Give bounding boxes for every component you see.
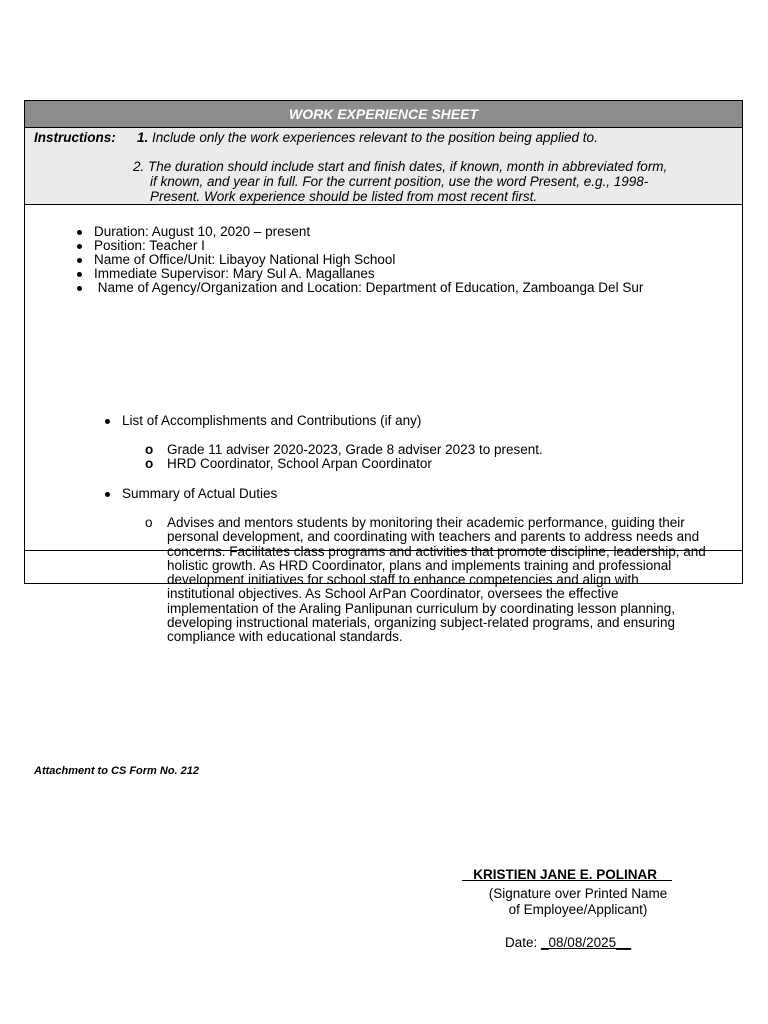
detail-position: Position: Teacher I (75, 239, 643, 253)
experience-entry (25, 205, 742, 645)
experience-details-list (75, 225, 643, 295)
instruction-1-number: 1. (137, 130, 149, 145)
instruction-1-text: Include only the work experiences relevant to the position being applied to. (152, 130, 598, 145)
signature-caption-line-1: (Signature over Printed Name (488, 886, 668, 901)
detail-supervisor: Immediate Supervisor: Mary Sul A. Magallanes (75, 267, 643, 281)
accomplishment-item (145, 443, 543, 457)
bullet-o-icon: o (145, 442, 154, 457)
instruction-2-line-1: 2. The duration should include start and finish dates, if known, month in abbreviated form, (133, 159, 668, 174)
accomplishment-text: HRD Coordinator, School Arpan Coordinator (167, 456, 432, 472)
duties-list (145, 516, 710, 645)
accomplishment-text: Grade 11 adviser 2020-2023, Grade 8 adviser 2023 to present. (167, 442, 543, 457)
work-experience-sheet (24, 100, 743, 645)
signature-date (505, 935, 631, 950)
signature-name: KRISTIEN JANE E. POLINAR (462, 867, 673, 882)
accomplishments-list (145, 443, 543, 472)
detail-agency: Name of Agency/Organization and Location: Department of Education, Zamboanga Del Sur (75, 281, 643, 295)
duty-item (145, 516, 710, 645)
duties-heading: Summary of Actual Duties (103, 487, 277, 501)
instruction-1 (137, 130, 598, 145)
duty-text: Advises and mentors students by monitoring their academic performance, guiding their personal development, and coordinating with teachers and parents to address needs and concerns. Facilitates class programs and activities that promote discipline, leadership, and holistic growth. As HRD Coordinator, plans and implements training and professional development initiatives for school staff to enhance competencies and align with institutional objectives. As School ArPan Coordinator, oversees the effective implementation of the Araling Panlipunan curriculum by coordinating lesson planning, developing instructional materials, organizing subject-related programs, and ensuring compliance with educational standards. (167, 515, 706, 645)
detail-office: Name of Office/Unit: Libayoy National High School (75, 253, 643, 267)
bullet-o-icon: o (145, 456, 154, 472)
signature-caption-line-2: of Employee/Applicant) (508, 902, 648, 917)
date-value: _08/08/2025__ (541, 935, 632, 950)
instructions-label: Instructions: (34, 130, 116, 145)
instructions-section (25, 128, 742, 205)
attachment-note: Attachment to CS Form No. 212 (34, 765, 200, 777)
bullet-o-icon: o (145, 515, 153, 530)
signature-caption (478, 886, 678, 918)
accomplishments-heading: List of Accomplishments and Contributions (if any) (103, 414, 421, 428)
instruction-2 (133, 159, 733, 204)
date-label: Date: (505, 935, 542, 950)
sheet-title: WORK EXPERIENCE SHEET (25, 101, 742, 128)
instruction-2-line-2: if known, and year in full. For the current position, use the word Present, e.g., 1998- (150, 174, 649, 189)
detail-duration: Duration: August 10, 2020 – present (75, 225, 643, 239)
accomplishment-item (145, 457, 543, 471)
instruction-2-line-3: Present. Work experience should be listed from most recent first. (150, 189, 538, 204)
